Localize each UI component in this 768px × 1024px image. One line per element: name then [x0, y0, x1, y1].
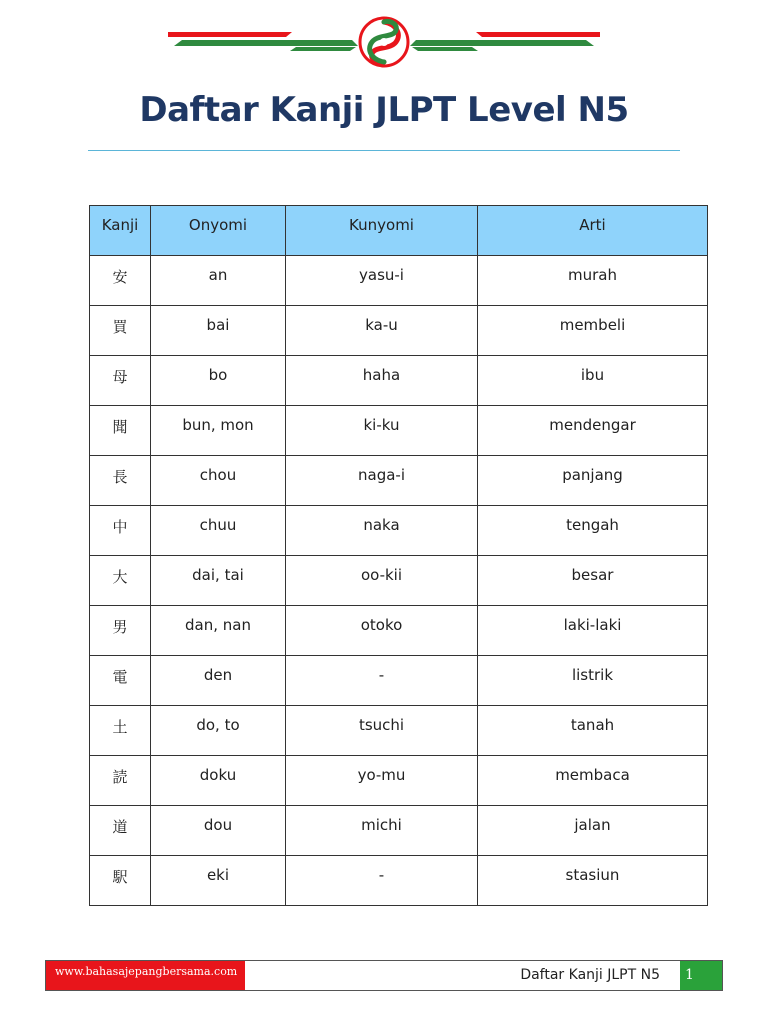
cell-kunyomi: yasu-i — [286, 256, 478, 306]
cell-kanji: 母 — [90, 356, 151, 406]
kanji-table — [89, 205, 708, 906]
cell-arti: membaca — [478, 756, 708, 806]
cell-arti: murah — [478, 256, 708, 306]
cell-kunyomi: otoko — [286, 606, 478, 656]
cell-onyomi: chou — [151, 456, 286, 506]
cell-arti: listrik — [478, 656, 708, 706]
cell-kanji: 長 — [90, 456, 151, 506]
table-row — [90, 706, 708, 756]
cell-arti: tengah — [478, 506, 708, 556]
cell-onyomi: bun, mon — [151, 406, 286, 456]
cell-kanji: 道 — [90, 806, 151, 856]
column-header-arti: Arti — [478, 206, 708, 256]
cell-onyomi: dai, tai — [151, 556, 286, 606]
table-row — [90, 806, 708, 856]
cell-arti: besar — [478, 556, 708, 606]
cell-onyomi: an — [151, 256, 286, 306]
cell-arti: mendengar — [478, 406, 708, 456]
cell-kunyomi: ka-u — [286, 306, 478, 356]
cell-kanji: 中 — [90, 506, 151, 556]
table-row — [90, 856, 708, 906]
cell-kanji: 男 — [90, 606, 151, 656]
cell-kunyomi: naga-i — [286, 456, 478, 506]
cell-arti: ibu — [478, 356, 708, 406]
cell-arti: tanah — [478, 706, 708, 756]
footer-page-number: 1 — [680, 961, 722, 990]
cell-onyomi: chuu — [151, 506, 286, 556]
table-row — [90, 606, 708, 656]
table-row — [90, 756, 708, 806]
title-divider — [88, 150, 680, 151]
cell-onyomi: do, to — [151, 706, 286, 756]
cell-kanji: 電 — [90, 656, 151, 706]
page-footer — [45, 960, 723, 991]
table-header-row — [90, 206, 708, 256]
cell-onyomi: doku — [151, 756, 286, 806]
cell-kanji: 安 — [90, 256, 151, 306]
table-row — [90, 406, 708, 456]
cell-kunyomi: oo-kii — [286, 556, 478, 606]
cell-arti: membeli — [478, 306, 708, 356]
cell-kunyomi: yo-mu — [286, 756, 478, 806]
cell-kunyomi: tsuchi — [286, 706, 478, 756]
header-decoration — [160, 10, 608, 76]
cell-onyomi: eki — [151, 856, 286, 906]
cell-kunyomi: michi — [286, 806, 478, 856]
cell-kunyomi: ki-ku — [286, 406, 478, 456]
cell-kanji: 買 — [90, 306, 151, 356]
table-row — [90, 556, 708, 606]
cell-arti: jalan — [478, 806, 708, 856]
table-row — [90, 306, 708, 356]
cell-kanji: 読 — [90, 756, 151, 806]
column-header-kunyomi: Kunyomi — [286, 206, 478, 256]
cell-onyomi: bo — [151, 356, 286, 406]
cell-kanji: 土 — [90, 706, 151, 756]
cell-onyomi: bai — [151, 306, 286, 356]
cell-kunyomi: - — [286, 856, 478, 906]
table-row — [90, 356, 708, 406]
page-title: Daftar Kanji JLPT Level N5 — [139, 90, 629, 130]
table-row — [90, 256, 708, 306]
table-row — [90, 506, 708, 556]
cell-arti: stasiun — [478, 856, 708, 906]
cell-kunyomi: naka — [286, 506, 478, 556]
cell-kunyomi: haha — [286, 356, 478, 406]
table-row — [90, 656, 708, 706]
column-header-kanji: Kanji — [90, 206, 151, 256]
cell-arti: panjang — [478, 456, 708, 506]
footer-website-link[interactable]: www.bahasajepangbersama.com — [46, 961, 245, 990]
table-row — [90, 456, 708, 506]
cell-kunyomi: - — [286, 656, 478, 706]
cell-kanji: 駅 — [90, 856, 151, 906]
column-header-onyomi: Onyomi — [151, 206, 286, 256]
cell-kanji: 大 — [90, 556, 151, 606]
footer-document-title: Daftar Kanji JLPT N5 — [520, 967, 660, 983]
logo-emblem — [360, 18, 408, 66]
cell-onyomi: dan, nan — [151, 606, 286, 656]
cell-kanji: 聞 — [90, 406, 151, 456]
cell-onyomi: den — [151, 656, 286, 706]
cell-arti: laki-laki — [478, 606, 708, 656]
cell-onyomi: dou — [151, 806, 286, 856]
